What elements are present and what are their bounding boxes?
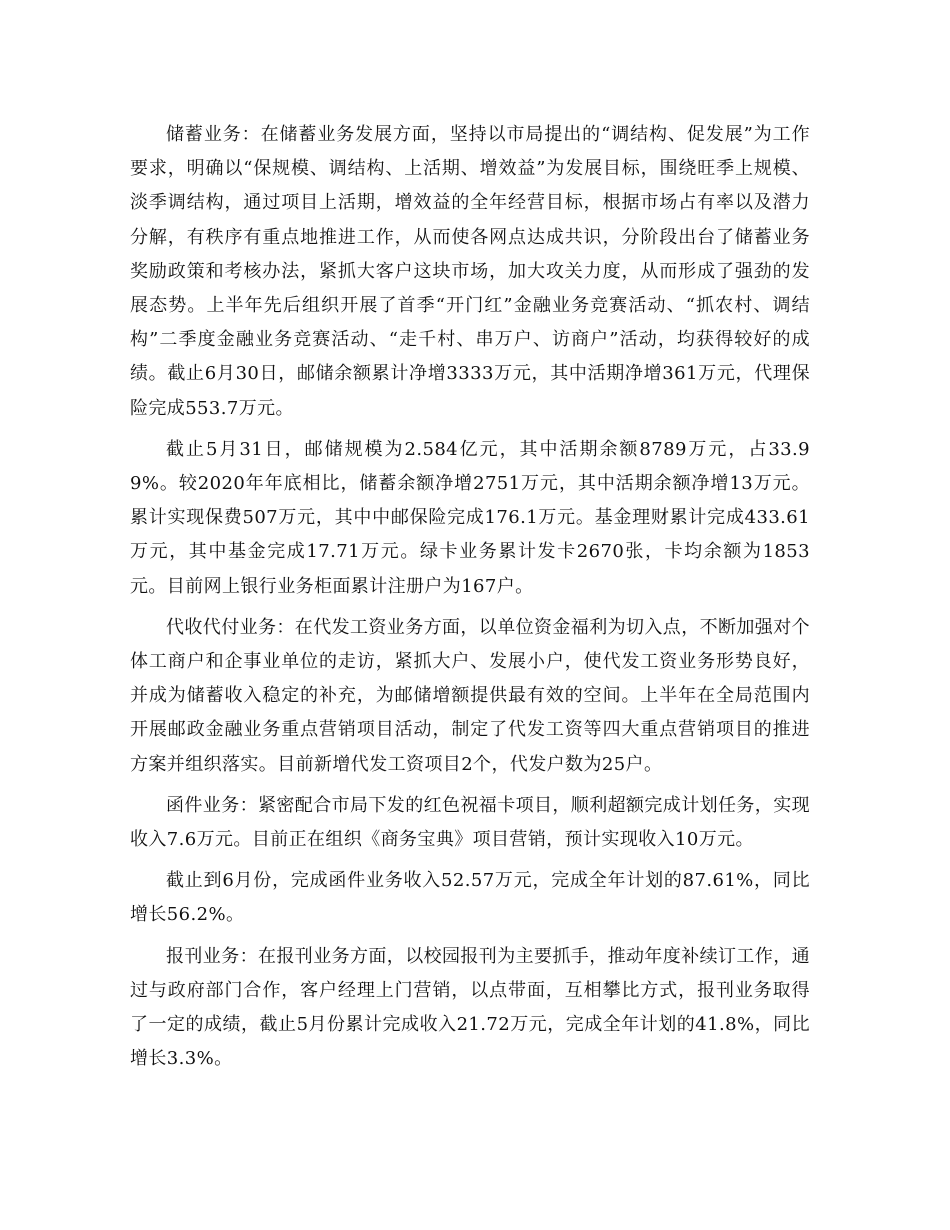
paragraph-letter-business: 函件业务：紧密配合市局下发的红色祝福卡项目，顺利超额完成计划任务，实现收入7.6万元。目前正在组织《商务宝典》项目营销，预计实现收入10万元。 (130, 794, 810, 851)
paragraph-savings-business: 储蓄业务：在储蓄业务发展方面，坚持以市局提出的“调结构、促发展”为工作要求，明确以“保规模、调结构、上活期、增效益”为发展目标，围绕旺季上规模、淡季调结构，通过项目上活期，增效益的全年经营目标，根据市场占有率以及潜力分解，有秩序有重点地推进工作，从而使各网点达成共识，分阶段出台了储蓄业务奖励政策和考核办法，紧抓大客户这块市场，加大攻关力度，从而形成了强劲的发展态势。上半年先后组织开展了首季“开门红”金融业务竞赛活动、“抓农村、调结构”二季度金融业务竞赛活动、“走千村、串万户、访商户”活动，均获得较好的成绩。截止6月30日，邮储余额累计净增3333万元，其中活期净增361万元，代理保险完成553.7万元。 (130, 124, 810, 419)
paragraph-newspaper-business: 报刊业务：在报刊业务方面，以校园报刊为主要抓手，推动年度补续订工作，通过与政府部门合作，客户经理上门营销，以点带面，互相攀比方式，报刊业务取得了一定的成绩，截止5月份累计完成收入21.72万元，完成全年计划的41.8%，同比增长3.3%。 (130, 945, 810, 1070)
document-body (130, 118, 810, 1083)
paragraph-letter-statistics: 截止到6月份，完成函件业务收入52.57万元，完成全年计划的87.61%，同比增长56.2%。 (130, 870, 810, 926)
paragraph-savings-statistics: 截止5月31日，邮储规模为2.584亿元，其中活期余额8789万元，占33.99%。较2020年年底相比，储蓄余额净增2751万元，其中活期余额净增13万元。累计实现保费507万元，其中中邮保险完成176.1万元。基金理财累计完成433.61万元，其中基金完成17.71万元。绿卡业务累计发卡2670张，卡均余额为1853元。目前网上银行业务柜面累计注册户为167户。 (130, 438, 810, 597)
paragraph-collection-payment: 代收代付业务：在代发工资业务方面，以单位资金福利为切入点，不断加强对个体工商户和企事业单位的走访，紧抓大户、发展小户，使代发工资业务形势良好，并成为储蓄收入稳定的补充，为邮储增额提供最有效的空间。上半年在全局范围内开展邮政金融业务重点营销项目活动，制定了代发工资等四大重点营销项目的推进方案并组织落实。目前新增代发工资项目2个，代发户数为25户。 (130, 616, 810, 775)
